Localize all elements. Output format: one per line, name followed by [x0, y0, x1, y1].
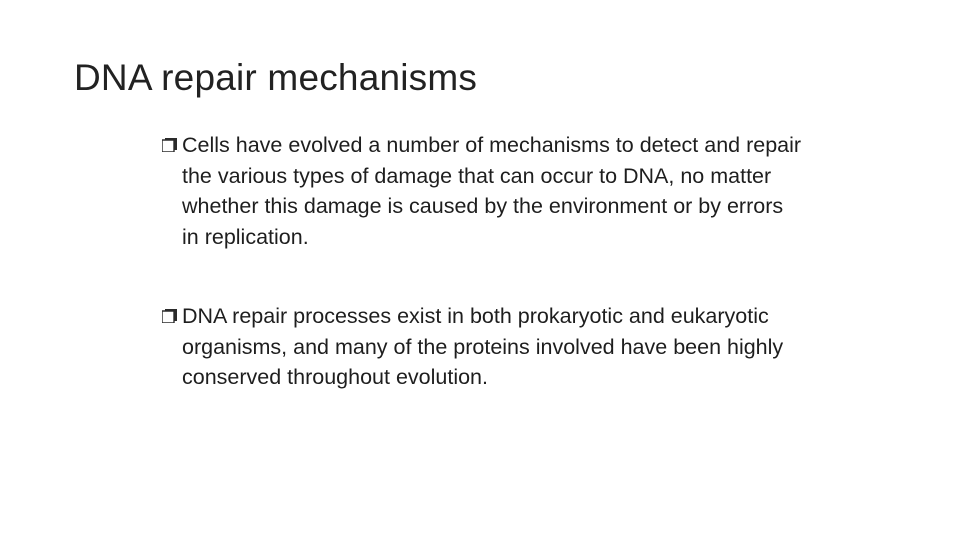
bullet-text: Cells have evolved a number of mechanisms to detect and repair the various types of damage that can occur to DNA, no matter whether this damage is caused by the environment or by errors in replication.	[182, 133, 802, 249]
bullet-text: DNA repair processes exist in both prokaryotic and eukaryotic organisms, and many of the proteins involved have been highly conserved throughout evolution.	[182, 304, 784, 389]
slide-title: DNA repair mechanisms	[74, 57, 478, 98]
checkbox-square-bullet-icon	[162, 308, 177, 323]
bullet-item	[162, 301, 802, 393]
checkbox-square-bullet-icon	[162, 137, 177, 152]
bullet-list	[162, 130, 802, 393]
bullet-item	[162, 130, 802, 252]
